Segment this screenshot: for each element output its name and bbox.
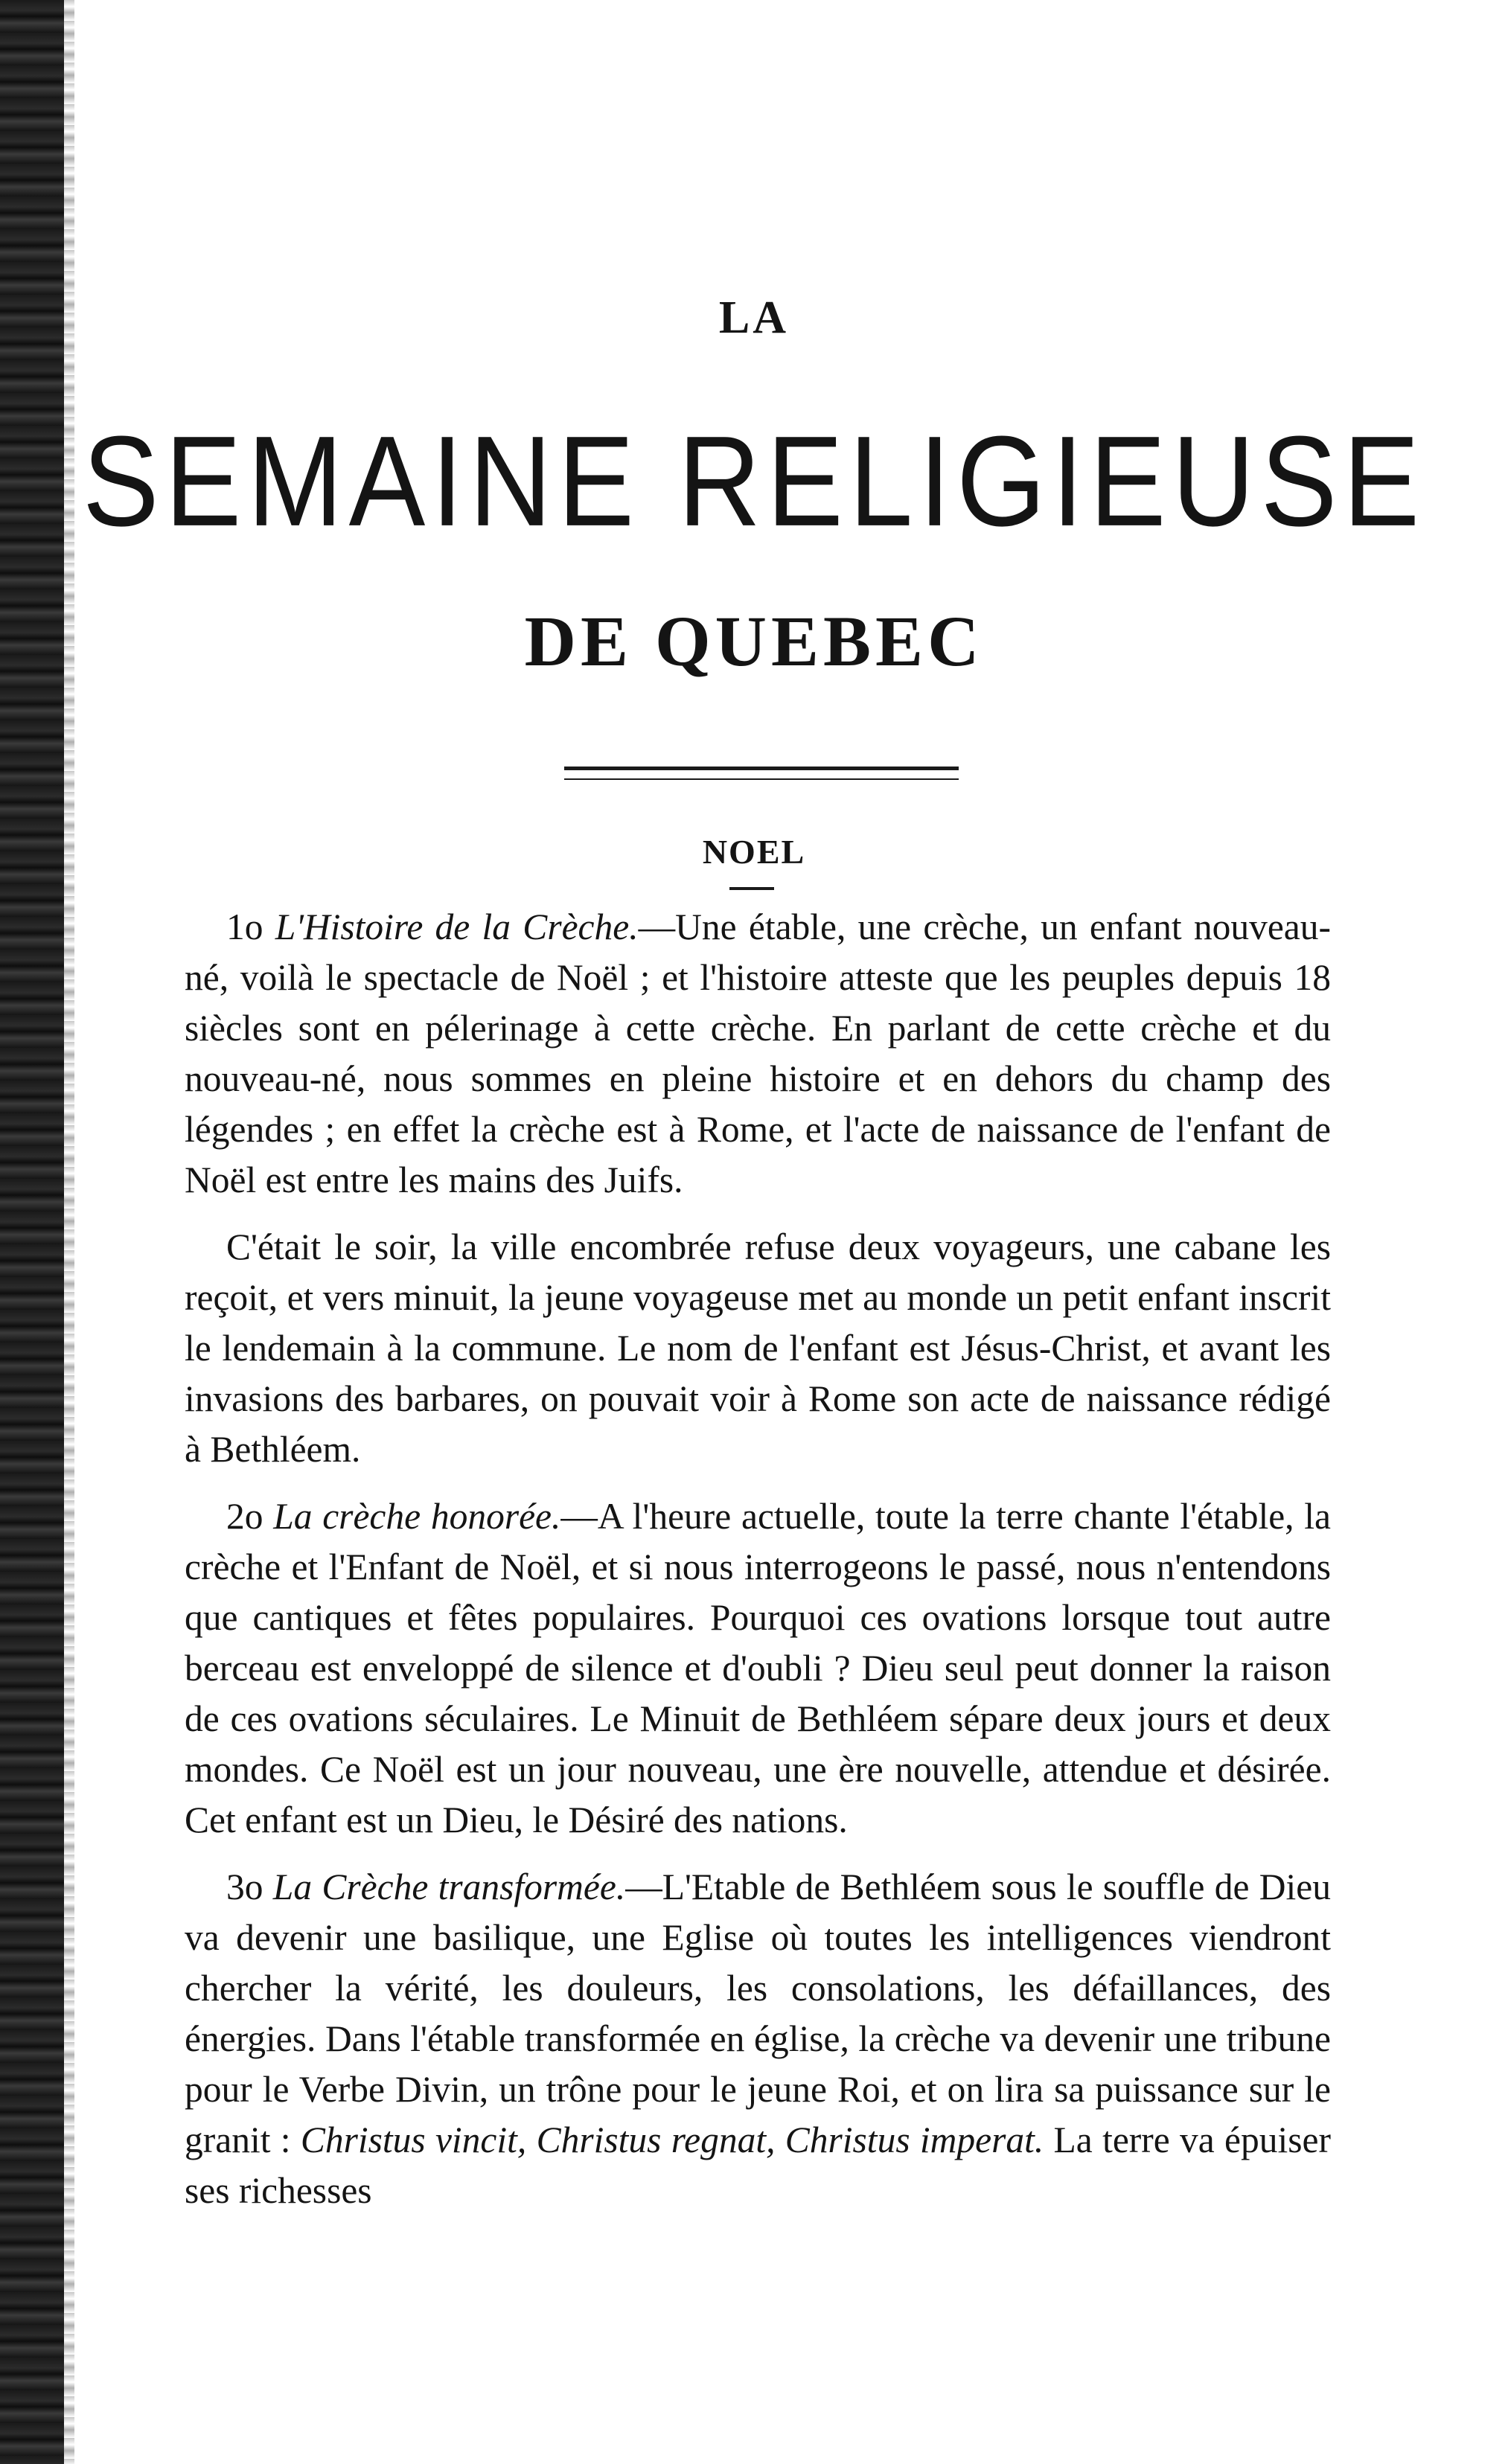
paragraph-3	[185, 1491, 1331, 1846]
masthead-subtitle: DE QUEBEC	[524, 601, 984, 681]
paragraph-text: C'était le soir, la ville encombrée refuse deux voyageurs, une cabane les reçoit, et vers minuit, la jeune voyageuse met au monde un petit enfant inscrit le lendemain à la commune. Le nom de l'enfant est Jésus-Christ, et avant les invasions des barbares, on pouvait voir à Rome son acte de naissance rédigé à Bethléem.	[185, 1226, 1331, 1470]
binding-edge	[64, 0, 74, 2464]
article-body	[185, 902, 1331, 2233]
paragraph-italic-quote: Christus vincit, Christus regnat, Christus imperat.	[300, 2119, 1044, 2160]
paragraph-text: —L'Etable de Bethléem sous le souffle de Dieu va devenir une basilique, une Eglise où toutes les intelligences viendront chercher la vérité, les douleurs, les consolations, les défaillances, des énergies. Dans l'étable transformée en église, la crèche va devenir une tribune pour le Verbe Divin, un trône pour le jeune Roi, et on lira sa puissance sur le granit :	[185, 1866, 1331, 2160]
masthead-rule-thin	[564, 778, 959, 780]
paragraph-text-tail: La terre va épuiser ses richesses	[185, 2119, 1331, 2211]
book-binding	[0, 0, 64, 2464]
paragraph-italic-title: L'Histoire de la Crèche.	[275, 906, 639, 947]
section-dash	[729, 887, 774, 890]
paragraph-2	[185, 1222, 1331, 1475]
section-heading: NOEL	[702, 833, 806, 871]
paragraph-number: 2o	[226, 1496, 274, 1537]
paragraph-italic-title: La Crèche transformée.	[272, 1866, 626, 1907]
paragraph-italic-title: La crèche honorée.	[273, 1496, 561, 1537]
paragraph-number: 1o	[226, 906, 275, 947]
paragraph-text: —Une étable, une crèche, un enfant nouveau-né, voilà le spectacle de Noël ; et l'histoire atteste que les peuples depuis 18 siècles sont en pélerinage à cette crèche. En parlant de cette crèche et du nouveau-né, nous sommes en pleine histoire et en dehors du champ des légendes ; en effet la crèche est à Rome, et l'acte de naissance de l'enfant de Noël est entre les mains des Juifs.	[185, 906, 1332, 1200]
masthead-pre-title: LA	[718, 292, 790, 343]
paragraph-number: 3o	[226, 1866, 273, 1907]
paragraph-4	[185, 1862, 1331, 2216]
masthead-title: SEMAINE RELIGIEUSE	[82, 409, 1426, 553]
masthead-rule-thick	[564, 767, 959, 770]
paragraph-text: —A l'heure actuelle, toute la terre chante l'étable, la crèche et l'Enfant de Noël, et si nous interrogeons le passé, nous n'entendons que cantiques et fêtes populaires. Pourquoi ces ovations lorsque tout autre berceau est enveloppé de silence et d'oubli ? Dieu seul peut donner la raison de ces ovations séculaires. Le Minuit de Bethléem sépare deux jours et deux mondes. Ce Noël est un jour nouveau, une ère nouvelle, attendue et désirée. Cet enfant est un Dieu, le Désiré des nations.	[185, 1496, 1331, 1840]
paragraph-1	[185, 902, 1331, 1206]
